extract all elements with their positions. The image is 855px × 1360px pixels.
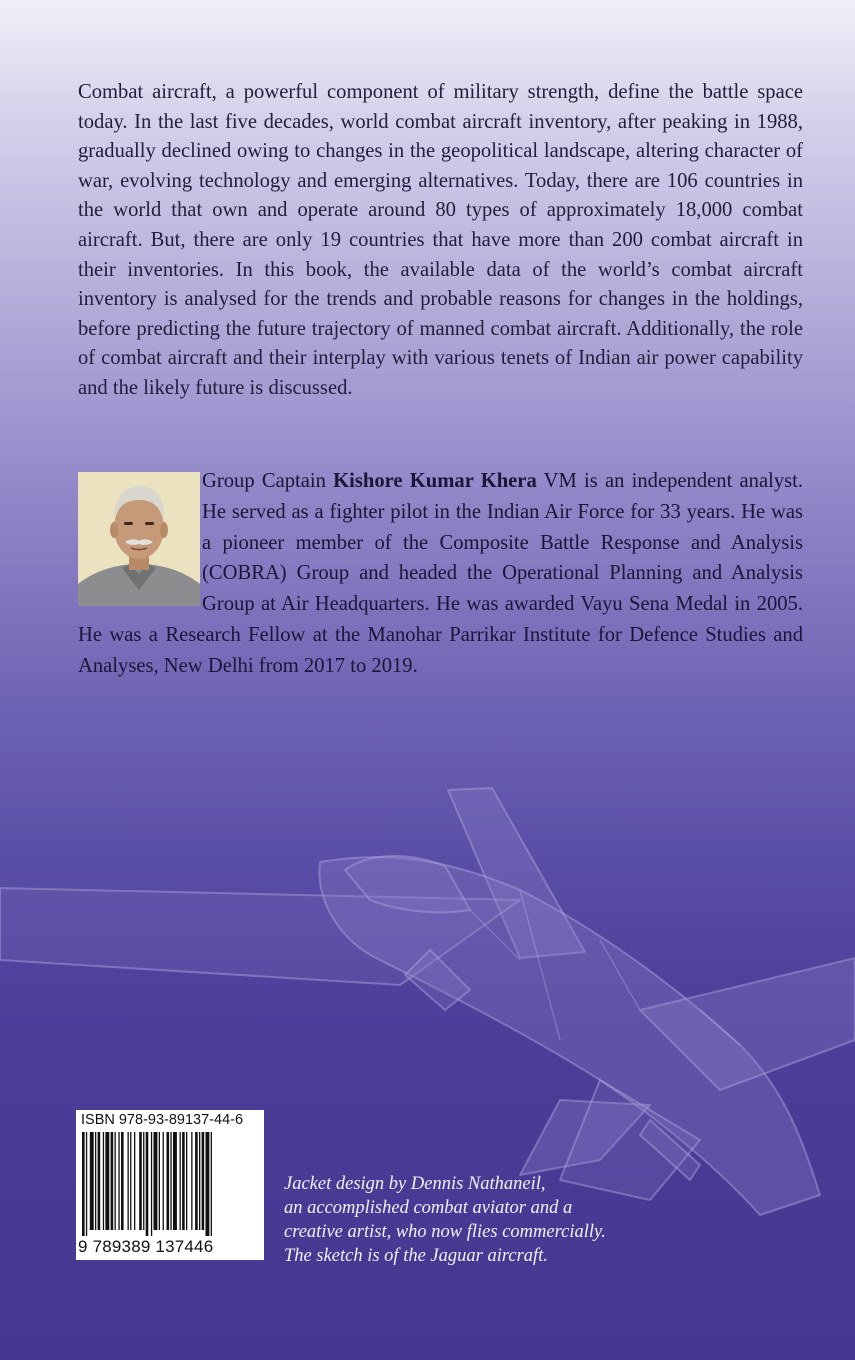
barcode-bar bbox=[111, 1132, 114, 1230]
barcode-bar bbox=[128, 1132, 129, 1230]
barcode-bar bbox=[180, 1132, 181, 1230]
barcode-bar bbox=[105, 1132, 109, 1230]
barcode-bar bbox=[121, 1132, 124, 1230]
barcode-bar bbox=[199, 1132, 200, 1230]
isbn-label: ISBN 978-93-89137-44-6 bbox=[81, 1112, 244, 1128]
barcode-bar bbox=[159, 1132, 160, 1230]
barcode-bar bbox=[115, 1132, 116, 1230]
author-name: Kishore Kumar Khera bbox=[333, 470, 537, 492]
barcode-bar bbox=[163, 1132, 164, 1230]
jacket-credit-line: Jacket design by Dennis Nathaneil, bbox=[284, 1174, 546, 1194]
barcode-bar bbox=[143, 1132, 144, 1230]
barcode-bar bbox=[139, 1132, 142, 1230]
barcode-bar bbox=[103, 1132, 104, 1230]
barcode-bar bbox=[186, 1132, 187, 1230]
barcode-bar bbox=[195, 1132, 198, 1230]
barcode-bar bbox=[118, 1132, 119, 1230]
barcode-bar bbox=[154, 1132, 158, 1230]
barcode-bar bbox=[86, 1132, 87, 1236]
barcode-bar bbox=[95, 1132, 96, 1230]
jacket-credit-line: The sketch is of the Jaguar aircraft. bbox=[284, 1246, 548, 1266]
barcode-bar bbox=[211, 1132, 212, 1236]
barcode-bar bbox=[90, 1132, 94, 1230]
barcode-bar bbox=[167, 1132, 170, 1230]
jacket-design-credit bbox=[284, 1172, 664, 1268]
jacket-credit-line: creative artist, who now flies commercially. bbox=[284, 1222, 606, 1242]
book-description: Combat aircraft, a powerful component of military strength, define the battle space today. In the last five decades, world combat aircraft inventory, after peaking in 1988, gradually declined owing to changes in the geopolitical landscape, altering character of war, evolving technology and emerging alternatives. Today, there are 106 countries in the world that own and operate around 80 types of approximately 18,000 combat aircraft. But, there are only 19 countries that have more than 200 combat aircraft in their inventories. In this book, the available data of the world’s combat aircraft inventory is analysed for the trends and probable reasons for changes in the holdings, before predicting the future trajectory of manned combat aircraft. Additionally, the role of combat aircraft and their interplay with various tenets of Indian air power capability and the likely future is discussed. bbox=[78, 81, 803, 399]
barcode-bar bbox=[82, 1132, 85, 1236]
barcode-bar bbox=[202, 1132, 205, 1230]
barcode-bar bbox=[98, 1132, 101, 1230]
isbn-barcode bbox=[76, 1110, 264, 1260]
barcode-bar bbox=[191, 1132, 192, 1230]
barcode-bar bbox=[182, 1132, 185, 1230]
barcode-bar bbox=[130, 1132, 131, 1230]
jacket-credit-line: an accomplished combat aviator and a bbox=[284, 1198, 573, 1218]
author-bio-text: VM is an independent analyst. He served as a fighter pilot in the Indian Air Force for 33 years. He was a pioneer member of the Composite Battle Response and Analysis (COBRA) Group and headed the Operational Planning and Analysis Group at Air Headquarters. He was awarded Vayu Sena Medal in 2005. He was a Research Fellow at the Manohar Parrikar Institute for Defence Studies and Analyses, New Delhi from 2017 to 2019. bbox=[78, 470, 803, 677]
barcode-bar bbox=[134, 1132, 135, 1230]
author-bio bbox=[78, 466, 803, 682]
barcode-bars bbox=[80, 1132, 260, 1236]
barcode-bar bbox=[173, 1132, 177, 1230]
photo-spacer bbox=[78, 466, 202, 618]
author-bio-prefix: Group Captain bbox=[202, 470, 334, 492]
barcode-bar bbox=[146, 1132, 149, 1236]
isbn-digits: 9 789389 137446 bbox=[78, 1237, 214, 1256]
barcode-bar bbox=[170, 1132, 171, 1230]
barcode-bar bbox=[151, 1132, 152, 1236]
barcode-bar bbox=[206, 1132, 210, 1236]
